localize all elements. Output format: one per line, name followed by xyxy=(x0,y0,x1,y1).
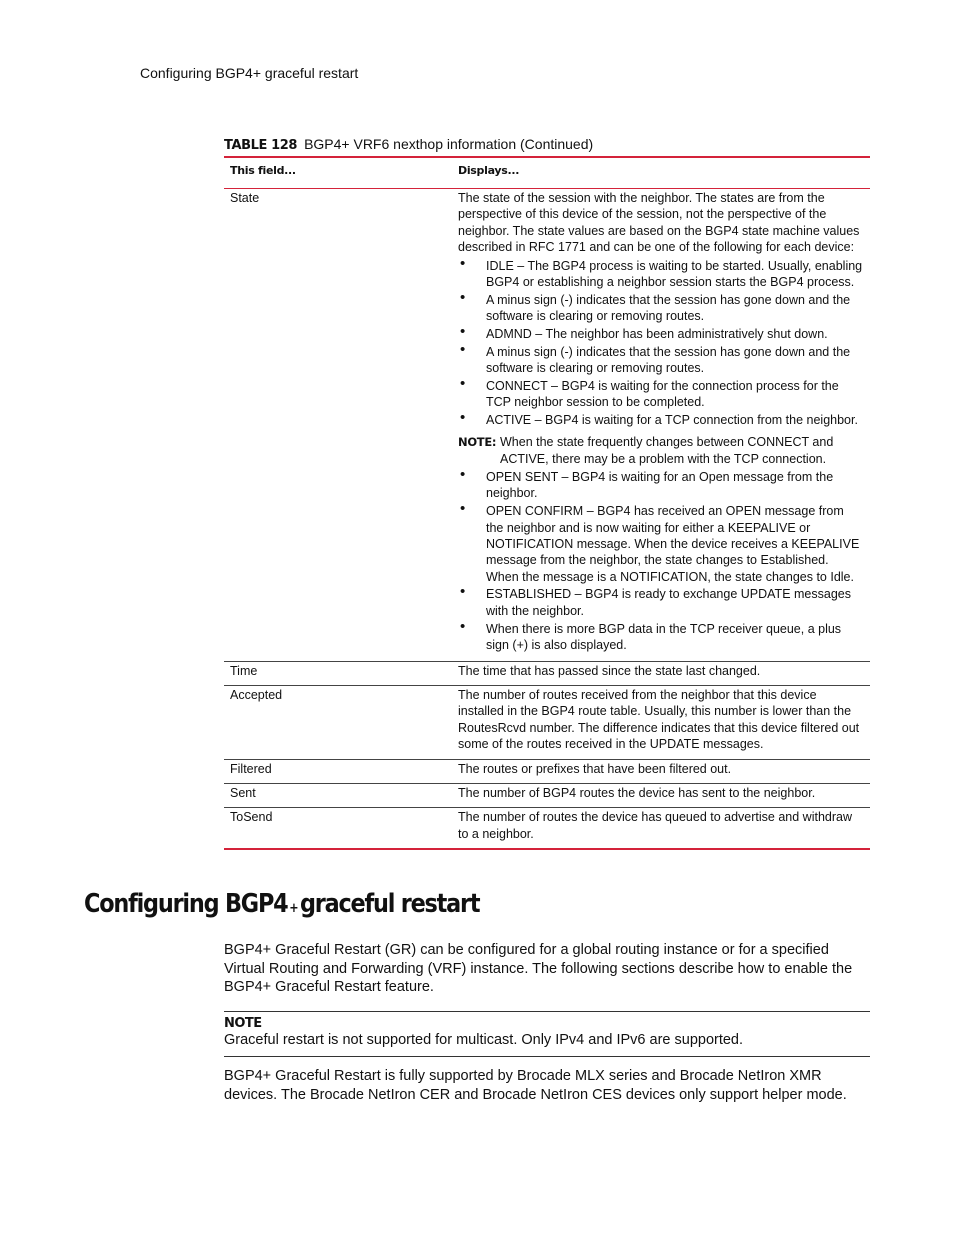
heading-end: graceful restart xyxy=(299,889,480,919)
list-item: • CONNECT – BGP4 is waiting for the connection process for the TCP neighbor session to be completed. xyxy=(458,378,864,411)
table-header-row xyxy=(224,158,870,189)
table-caption xyxy=(224,136,593,153)
state-list-b xyxy=(458,469,864,653)
list-item: • When there is more BGP data in the TCP receiver queue, a plus sign (+) is also displayed. xyxy=(458,621,864,654)
list-item: • OPEN SENT – BGP4 is waiting for an Open message from the neighbor. xyxy=(458,469,864,502)
table-row xyxy=(224,686,870,760)
table-caption-label: TABLE 128 xyxy=(224,138,298,153)
cell-field: Accepted xyxy=(230,688,283,703)
state-list-a xyxy=(458,258,864,429)
support-paragraph: BGP4+ Graceful Restart is fully supported by Brocade MLX series and Brocade NetIron XMR devices. The Brocade NetIron CER and Brocade NetIron CES devices only support helper mode. xyxy=(224,1068,847,1103)
list-item: • OPEN CONFIRM – BGP4 has received an OPEN message from the neighbor and is now waiting for either a KEEPALIVE or NOTIFICATION message. When the device receives a KEEPALIVE message from the neighbor, the state changes to Established. When the message is a NOTIFICATION, the state changes to Idle. xyxy=(458,503,864,585)
cell-display: The number of routes the device has queued to advertise and withdraw to a neighbor. xyxy=(458,810,852,841)
header-displays: Displays... xyxy=(458,164,520,177)
table-row-state xyxy=(224,189,870,662)
section-heading xyxy=(84,889,479,919)
cell-display: The number of routes received from the neighbor that this device installed in the BGP4 route table. Usually, this number is lower than the RoutesRcvd number. The difference indicates that this device filtered out some of the routes received in the UPDATE messages. xyxy=(458,688,860,752)
heading-plus: + xyxy=(289,901,298,916)
cell-field: Filtered xyxy=(230,761,272,776)
cell-field: Sent xyxy=(230,786,256,801)
cell-field: ToSend xyxy=(230,810,273,825)
cell-display: The routes or prefixes that have been filtered out. xyxy=(458,761,732,776)
running-head: Configuring BGP4+ graceful restart xyxy=(140,65,359,81)
nexthop-info-table xyxy=(224,156,870,850)
list-item: • IDLE – The BGP4 process is waiting to be started. Usually, enabling BGP4 or establishing a neighbor session starts the BGP4 process. xyxy=(458,258,864,291)
state-note xyxy=(458,434,864,467)
cell-display: The time that has passed since the state last changed. xyxy=(458,663,761,678)
heading-start: Configuring BGP4 xyxy=(84,889,288,919)
table-caption-text: BGP4+ VRF6 nexthop information (Continued) xyxy=(304,136,594,152)
state-intro: The state of the session with the neighbor. The states are from the perspective of this device of the session, not the perspective of the neighbor. The state values are based on the BGP4 state machine values described in RFC 1771 and can be one of the following for each device: xyxy=(458,191,860,255)
state-note-label: NOTE: xyxy=(458,435,497,450)
list-item: • ESTABLISHED – BGP4 is ready to exchange UPDATE messages with the neighbor. xyxy=(458,586,864,619)
note-text: Graceful restart is not supported for multicast. Only IPv4 and IPv6 are supported. xyxy=(224,1032,744,1048)
intro-paragraph: BGP4+ Graceful Restart (GR) can be configured for a global routing instance or for a specified Virtual Routing and Forwarding (VRF) instance. The following sections describe how to enable the BGP4+ Graceful Restart feature. xyxy=(224,942,853,995)
header-field: This field... xyxy=(230,164,296,177)
note-label: NOTE xyxy=(224,1016,262,1031)
table-row xyxy=(224,808,870,848)
list-item: • ADMND – The neighbor has been administratively shut down. xyxy=(458,326,864,342)
list-item: • A minus sign (-) indicates that the session has gone down and the software is clearing or removing routes. xyxy=(458,292,864,325)
table-row xyxy=(224,784,870,808)
note-block xyxy=(224,1011,870,1057)
state-note-text: When the state frequently changes between CONNECT and ACTIVE, there may be a problem with the TCP connection. xyxy=(500,435,834,466)
table-row xyxy=(224,760,870,784)
list-item: • A minus sign (-) indicates that the session has gone down and the software is clearing or removing routes. xyxy=(458,344,864,377)
cell-display xyxy=(458,189,870,661)
cell-field: State xyxy=(230,191,260,205)
table-row xyxy=(224,662,870,686)
list-item: • ACTIVE – BGP4 is waiting for a TCP connection from the neighbor. xyxy=(458,412,864,428)
cell-display: The number of BGP4 routes the device has sent to the neighbor. xyxy=(458,786,816,801)
cell-field: Time xyxy=(230,663,258,678)
